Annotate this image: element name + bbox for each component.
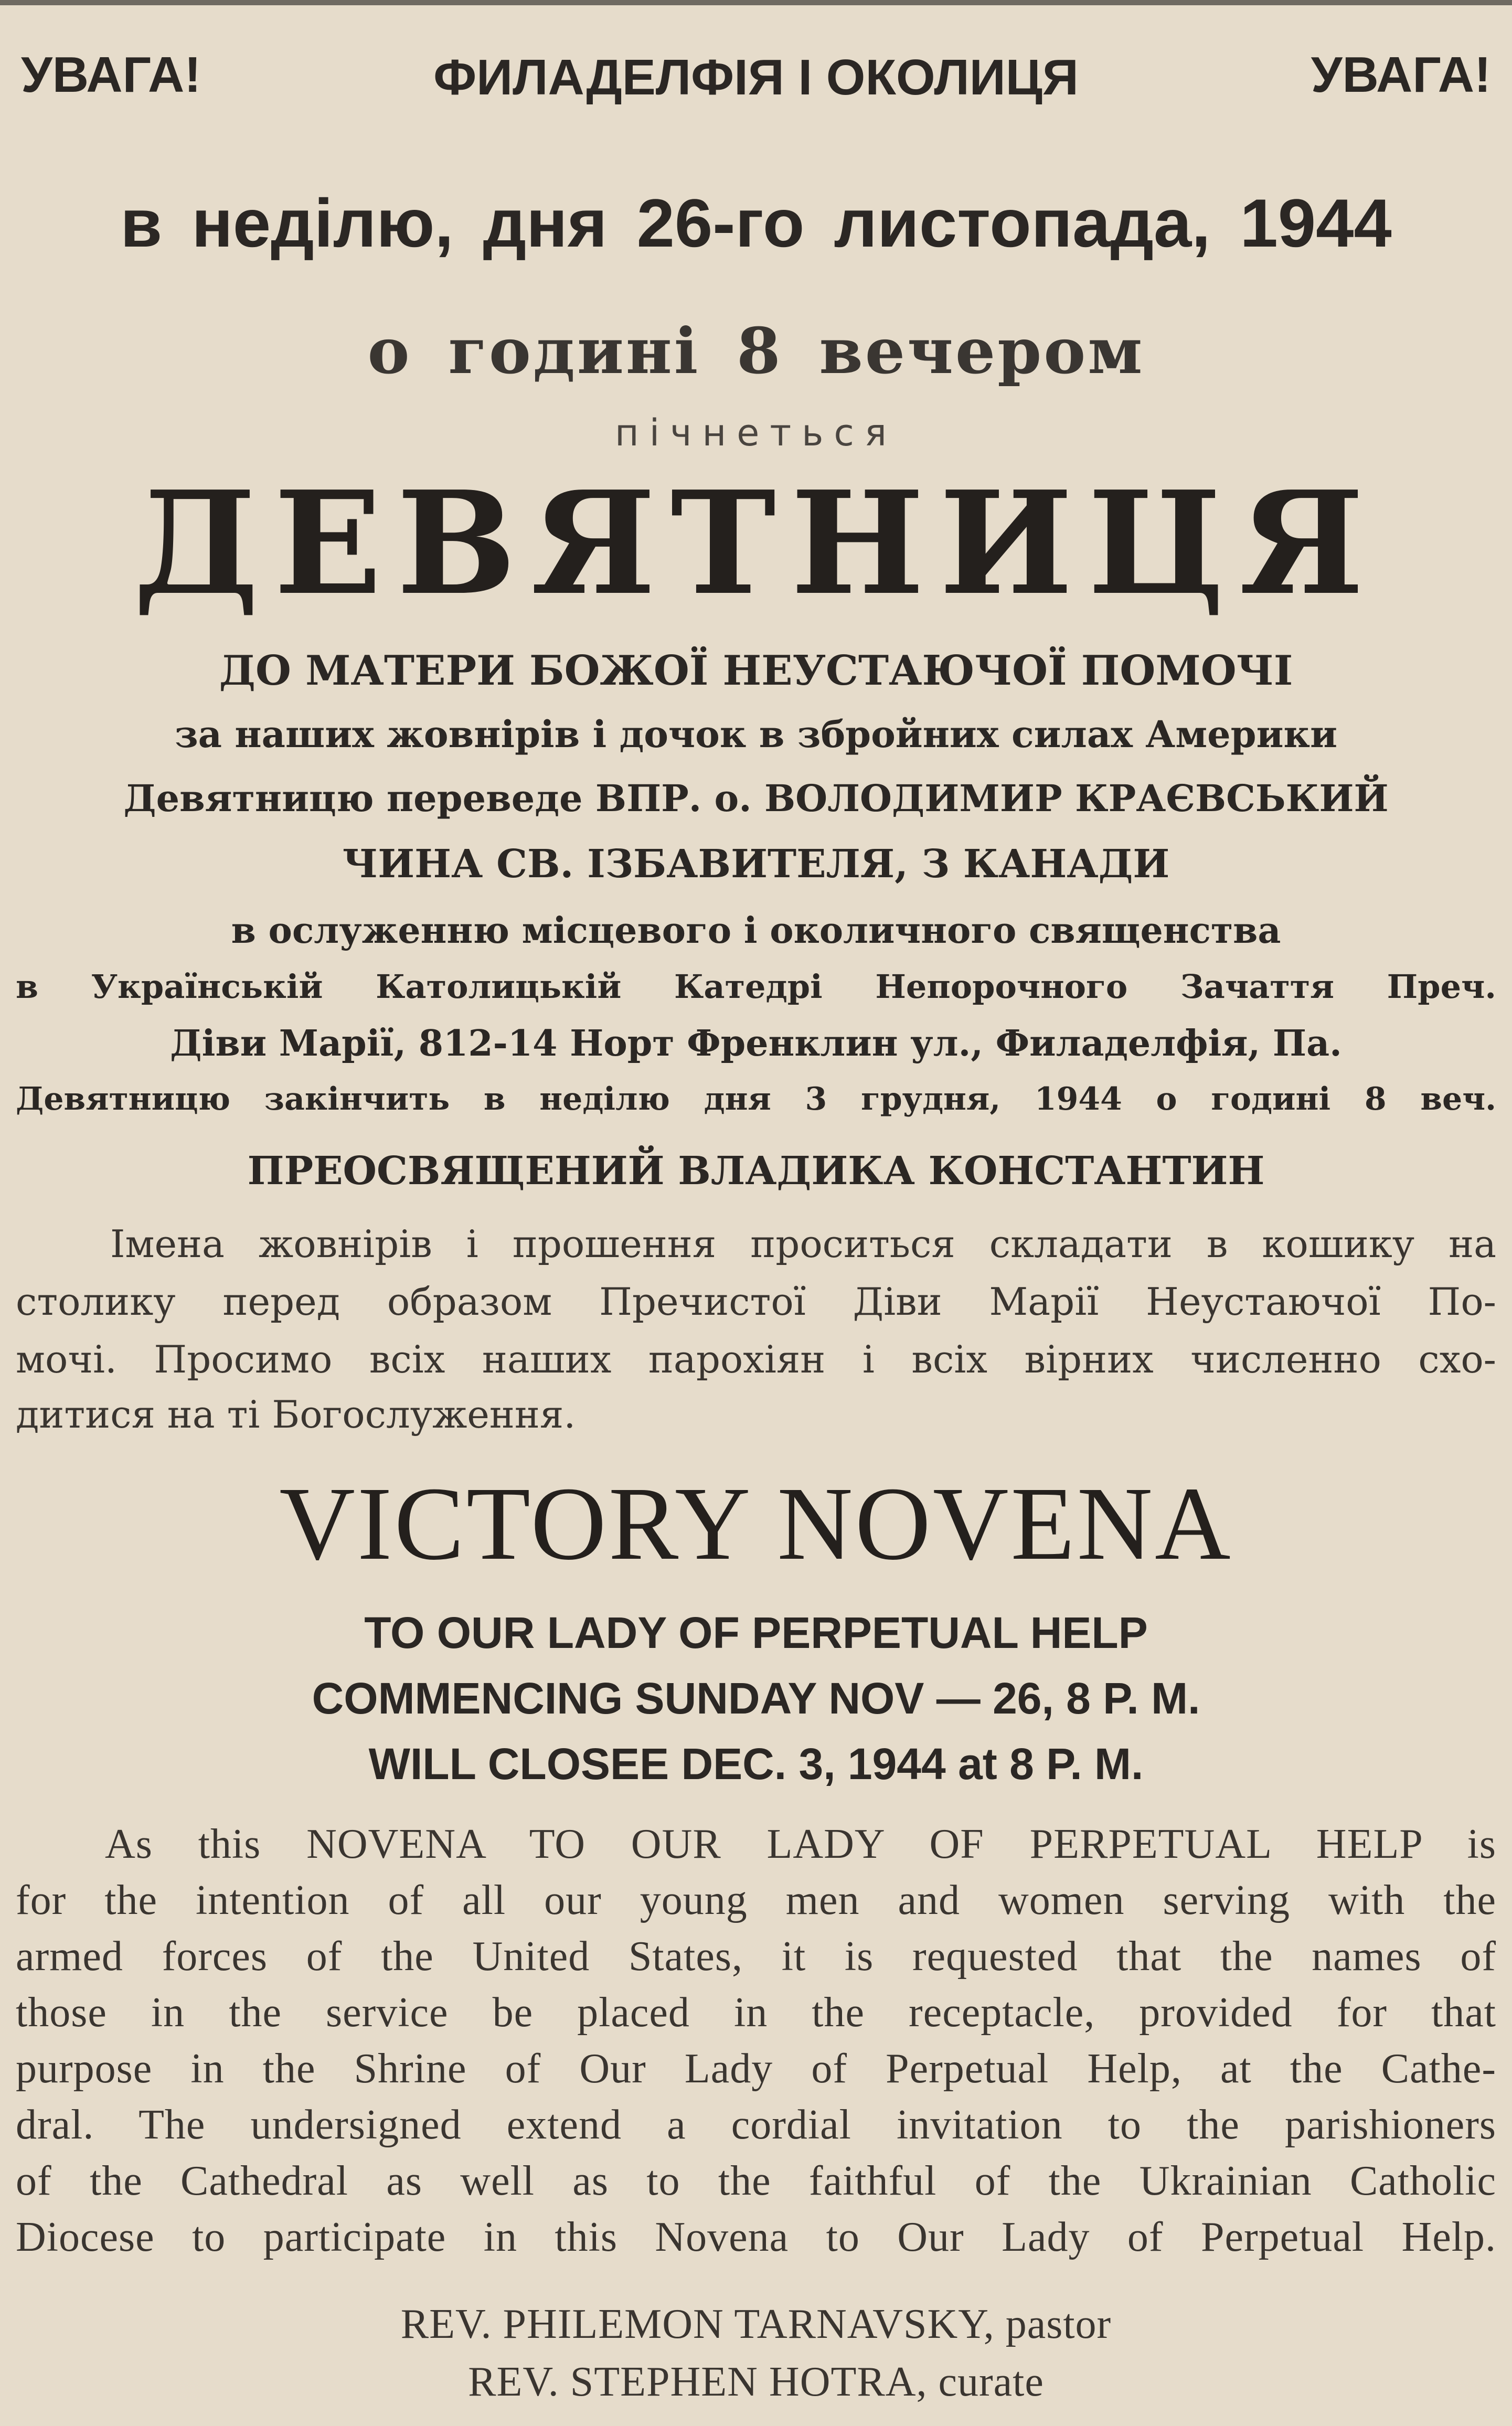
en-close-line: WILL CLOSEE DEC. 3, 1944 at 8 P. M. — [368, 1739, 1144, 1789]
en-paragraph-line: for the intention of all our young men and women serving with the — [16, 1877, 1496, 1923]
order-line: ЧИНА СВ. ІЗБАВИТЕЛЯ, З КАНАДИ — [342, 842, 1170, 887]
header-attention-left: УВАГА! — [21, 47, 201, 103]
intention-line: за наших жовнірів і дочок в збройних силах Америки — [174, 712, 1337, 756]
clipping-top-border — [0, 0, 1512, 5]
ua-paragraph-line: мочі. Просимо всіх наших парохіян і всіх вірних численно схо- — [16, 1337, 1496, 1381]
concelebration-line: в ослуженню місцевого і околичного священства — [231, 910, 1281, 952]
address-line: Діви Марії, 812-14 Норт Френклин ул., Филаделфія, Па. — [170, 1023, 1342, 1065]
cathedral-line: в Українській Католицькій Катедрі Непорочного Зачаття Преч. — [16, 967, 1496, 1006]
header-location: ФИЛАДЕЛФІЯ І ОКОЛИЦЯ — [433, 49, 1079, 105]
header-attention-right: УВАГА! — [1311, 47, 1491, 103]
celebrant-line: Девятницю переведе ВПР. о. ВОЛОДИМИР КРАЄВСЬКИЙ — [123, 776, 1389, 820]
en-paragraph-line: armed forces of the United States, it is requested that the names of — [16, 1933, 1496, 1980]
en-paragraph-line: dral. The undersigned extend a cordial invitation to the parishioners — [16, 2102, 1496, 2148]
begins-label: пічнеться — [614, 411, 898, 454]
bishop-line: ПРЕОСВЯЩЕНИЙ ВЛАДИКА КОНСТАНТИН — [247, 1148, 1265, 1194]
en-paragraph-line: Diocese to participate in this Novena to Our Lady of Perpetual Help. — [16, 2214, 1496, 2260]
ua-paragraph-line: дитися на ті Богослуження. — [16, 1392, 576, 1437]
en-dedication-line: TO OUR LADY OF PERPETUAL HELP — [364, 1608, 1148, 1657]
title-english: VICTORY NOVENA — [279, 1466, 1233, 1582]
closing-date-line: Девятницю закінчить в неділю дня 3 грудня, 1944 о годині 8 веч. — [16, 1081, 1496, 1118]
ua-paragraph-line: столику перед образом Пречистої Діви Марії Неустаючої По- — [16, 1280, 1496, 1324]
time-line: о годині 8 вечером — [367, 314, 1145, 388]
dedication-line: ДО МАТЕРИ БОЖОЇ НЕУСТАЮЧОЇ ПОМОЧІ — [219, 647, 1293, 695]
en-paragraph-line: purpose in the Shrine of Our Lady of Perpetual Help, at the Cathe- — [16, 2046, 1496, 2092]
signature-curate: REV. STEPHEN HOTRA, curate — [468, 2359, 1044, 2405]
en-paragraph-line: As this NOVENA TO OUR LADY OF PERPETUAL HELP is — [105, 1821, 1496, 1867]
en-paragraph-line: those in the service be placed in the receptacle, provided for that — [16, 1989, 1496, 2036]
ua-paragraph-line: Імена жовнірів і прошення проситься складати в кошику на — [110, 1222, 1496, 1266]
en-paragraph-line: of the Cathedral as well as to the faithful of the Ukrainian Catholic — [16, 2158, 1496, 2204]
en-start-line: COMMENCING SUNDAY NOV — 26, 8 P. M. — [312, 1674, 1200, 1723]
title-ukrainian: ДЕВЯТНИЦЯ — [133, 460, 1379, 626]
date-line: в неділю, дня 26-го листопада, 1944 — [120, 185, 1392, 261]
signature-pastor: REV. PHILEMON TARNAVSKY, pastor — [400, 2301, 1112, 2347]
